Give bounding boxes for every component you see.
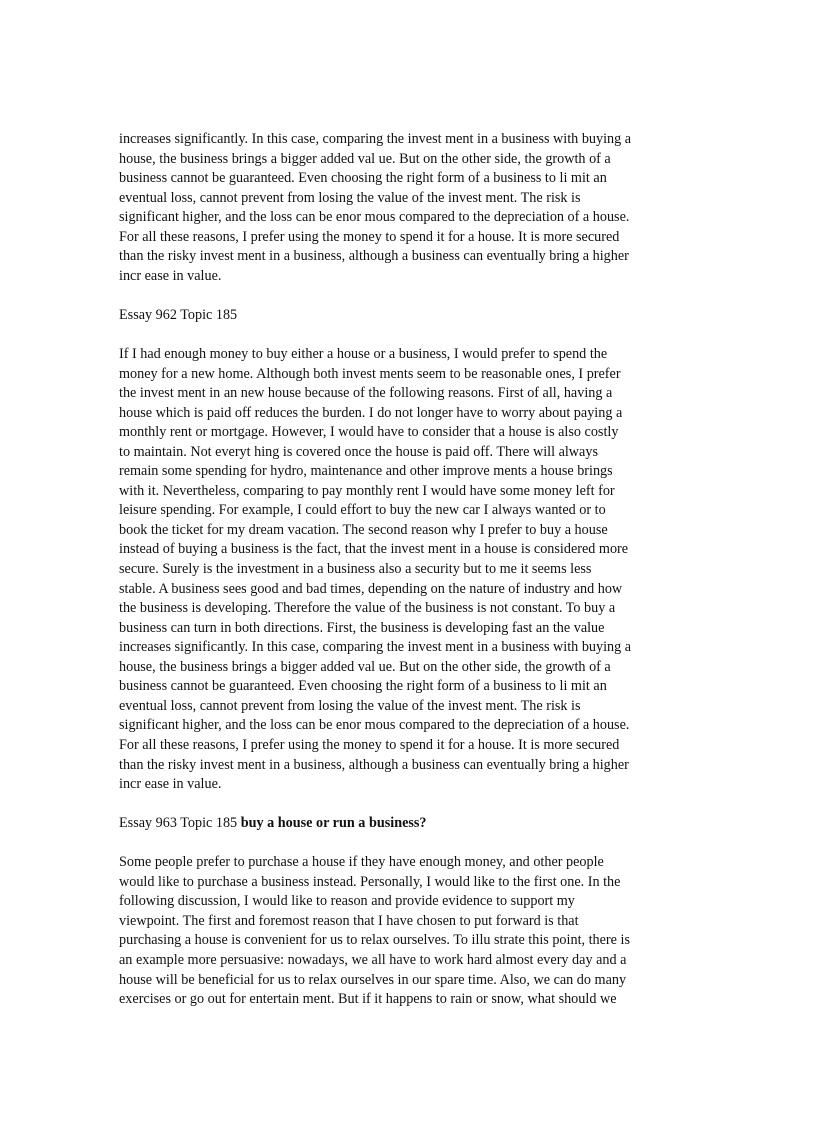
text-line: an example more persuasive: nowadays, we all have to work hard almost every day and a <box>119 951 627 968</box>
essay-heading-label: Essay 963 Topic 185 <box>119 815 238 832</box>
text-line: secure. Surely is the investment in a business also a security but to me it seems less <box>119 561 592 578</box>
text-line: house which is paid off reduces the burden. I do not longer have to worry about paying a <box>119 404 623 421</box>
text-line: instead of buying a business is the fact, that the invest ment in a house is considered more <box>119 541 629 558</box>
text-line: would like to purchase a business instead. Personally, I would like to the first one. In the <box>119 873 621 890</box>
text-line: business cannot be guaranteed. Even choosing the right form of a business to li mit an <box>119 678 607 695</box>
paragraph-gap <box>119 325 701 345</box>
essay-heading <box>119 306 701 326</box>
text-line: significant higher, and the loss can be enor mous compared to the depreciation of a house. <box>119 717 630 734</box>
text-line: money for a new home. Although both invest ments seem to be reasonable ones, I prefer <box>119 365 621 382</box>
text-line: exercises or go out for entertain ment. But if it happens to rain or snow, what should we <box>119 991 617 1008</box>
text-line: increases significantly. In this case, comparing the invest ment in a business with buying a <box>119 131 632 147</box>
text-line: house will be beneficial for us to relax ourselves in our spare time. Also, we can do many <box>119 971 627 988</box>
text-line: than the risky invest ment in a business, although a business can eventually bring a higher <box>119 248 629 265</box>
text-line: monthly rent or mortgage. However, I would have to consider that a house is also costly <box>119 424 619 441</box>
essay-heading <box>119 814 701 834</box>
essay-paragraph <box>119 130 701 286</box>
text-line: to maintain. Not everyt hing is covered once the house is paid off. There will always <box>119 443 598 460</box>
text-line: increases significantly. In this case, comparing the invest ment in a business with buying a <box>119 639 632 656</box>
text-line: For all these reasons, I prefer using the money to spend it for a house. It is more secured <box>119 736 620 753</box>
text-line: business cannot be guaranteed. Even choosing the right form of a business to li mit an <box>119 170 607 187</box>
text-line: the invest ment in an new house because of the following reasons. First of all, having a <box>119 385 613 402</box>
text-line: the business is developing. Therefore the value of the business is not constant. To buy a <box>119 600 616 617</box>
paragraph-gap <box>119 795 701 815</box>
text-line: remain some spending for hydro, maintenance and other improve ments a house brings <box>119 463 613 480</box>
text-line: Some people prefer to purchase a house if they have enough money, and other people <box>119 854 604 871</box>
text-line: leisure spending. For example, I could effort to buy the new car I always wanted or to <box>119 502 606 519</box>
text-line: incr ease in value. <box>119 776 222 793</box>
essay-heading-title: buy a house or run a business? <box>240 815 427 832</box>
text-line: house, the business brings a bigger added val ue. But on the other side, the growth of a <box>119 658 611 675</box>
text-line: following discussion, I would like to reason and provide evidence to support my <box>119 893 575 910</box>
text-line: than the risky invest ment in a business, although a business can eventually bring a higher <box>119 756 629 773</box>
text-line: purchasing a house is convenient for us to relax ourselves. To illu strate this point, there is <box>119 932 630 949</box>
text-line: book the ticket for my dream vacation. The second reason why I prefer to buy a house <box>119 521 608 538</box>
essay-paragraph <box>119 853 701 1009</box>
text-line: house, the business brings a bigger added val ue. But on the other side, the growth of a <box>119 150 611 167</box>
text-line: incr ease in value. <box>119 267 222 284</box>
text-line: significant higher, and the loss can be enor mous compared to the depreciation of a house. <box>119 209 630 226</box>
paragraph-gap <box>119 834 701 854</box>
document-page <box>119 130 701 1010</box>
text-line: For all these reasons, I prefer using the money to spend it for a house. It is more secured <box>119 228 620 245</box>
text-line: with it. Nevertheless, comparing to pay monthly rent I would have some money left for <box>119 482 615 499</box>
text-line: If I had enough money to buy either a house or a business, I would prefer to spend the <box>119 346 608 363</box>
text-line: stable. A business sees good and bad times, depending on the nature of industry and how <box>119 580 623 597</box>
paragraph-gap <box>119 286 701 306</box>
text-line: eventual loss, cannot prevent from losing the value of the invest ment. The risk is <box>119 189 581 206</box>
text-line: viewpoint. The first and foremost reason that I have chosen to put forward is that <box>119 912 579 929</box>
text-line: business can turn in both directions. First, the business is developing fast an the value <box>119 619 605 636</box>
essay-paragraph <box>119 345 701 795</box>
text-line: eventual loss, cannot prevent from losing the value of the invest ment. The risk is <box>119 697 581 714</box>
essay-heading-label: Essay 962 Topic 185 <box>119 306 238 323</box>
